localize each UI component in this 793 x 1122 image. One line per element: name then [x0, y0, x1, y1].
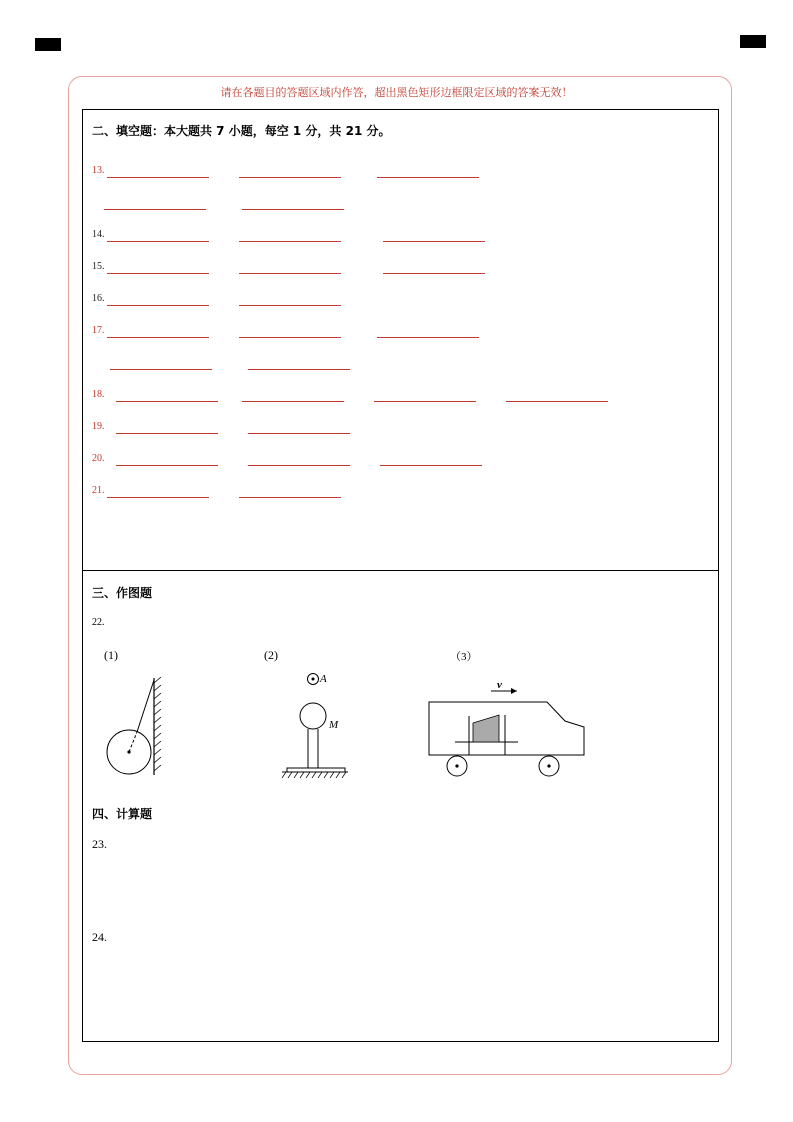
answer-blank[interactable]: [377, 337, 479, 338]
answer-box: [82, 109, 719, 1042]
question-number: 17.: [92, 325, 105, 336]
section4-title: 四、计算题: [92, 807, 153, 821]
answer-blank[interactable]: [374, 401, 476, 402]
figure-ball-stand: [278, 668, 358, 783]
answer-blank[interactable]: [242, 401, 344, 402]
answer-blank[interactable]: [116, 401, 218, 402]
figure-label-1: (1): [104, 648, 118, 662]
answer-blank[interactable]: [239, 241, 341, 242]
answer-blank[interactable]: [506, 401, 608, 402]
answer-blank[interactable]: [377, 177, 479, 178]
question-number: 22.: [92, 617, 105, 628]
answer-blank[interactable]: [248, 465, 350, 466]
question-number: 19.: [92, 421, 105, 432]
section-divider: [82, 570, 719, 571]
section2-title: 二、填空题：本大题共 7 小题，每空 1 分，共 21 分。: [92, 124, 391, 138]
figure-label-2: (2): [264, 648, 278, 662]
answer-blank[interactable]: [116, 433, 218, 434]
figure-label-3: （3）: [450, 651, 478, 663]
question-number: 24.: [92, 930, 107, 944]
answer-blank[interactable]: [107, 177, 209, 178]
answer-blank[interactable]: [242, 209, 344, 210]
answer-blank[interactable]: [383, 241, 485, 242]
answer-blank[interactable]: [248, 369, 350, 370]
answer-blank[interactable]: [104, 209, 206, 210]
alignment-marker-left: [35, 38, 61, 51]
question-number: 15.: [92, 261, 105, 272]
ball-m-label: M: [329, 719, 339, 731]
point-a-label: A: [320, 673, 327, 685]
figure-car: [425, 680, 590, 780]
question-number: 23.: [92, 837, 107, 851]
answer-blank[interactable]: [110, 369, 212, 370]
section3-title: 三、作图题: [92, 586, 153, 600]
answer-blank[interactable]: [239, 273, 341, 274]
answer-blank[interactable]: [107, 305, 209, 306]
question-number: 13.: [92, 165, 105, 176]
answer-blank[interactable]: [107, 497, 209, 498]
answer-blank[interactable]: [107, 273, 209, 274]
answer-notice: 请在各题目的答题区域内作答，超出黑色矩形边框限定区域的答案无效！: [220, 86, 573, 99]
answer-blank[interactable]: [239, 177, 341, 178]
answer-blank[interactable]: [107, 337, 209, 338]
question-number: 20.: [92, 453, 105, 464]
answer-blank[interactable]: [239, 497, 341, 498]
answer-blank[interactable]: [107, 241, 209, 242]
question-number: 16.: [92, 293, 105, 304]
answer-blank[interactable]: [248, 433, 350, 434]
question-number: 14.: [92, 229, 105, 240]
figure-ball-wall: [100, 675, 170, 780]
answer-blank[interactable]: [239, 337, 341, 338]
question-number: 21.: [92, 485, 105, 496]
alignment-marker-right: [740, 35, 766, 48]
velocity-label: v: [497, 679, 502, 691]
question-number: 18.: [92, 389, 105, 400]
answer-blank[interactable]: [239, 305, 341, 306]
answer-blank[interactable]: [116, 465, 218, 466]
answer-blank[interactable]: [383, 273, 485, 274]
answer-blank[interactable]: [380, 465, 482, 466]
